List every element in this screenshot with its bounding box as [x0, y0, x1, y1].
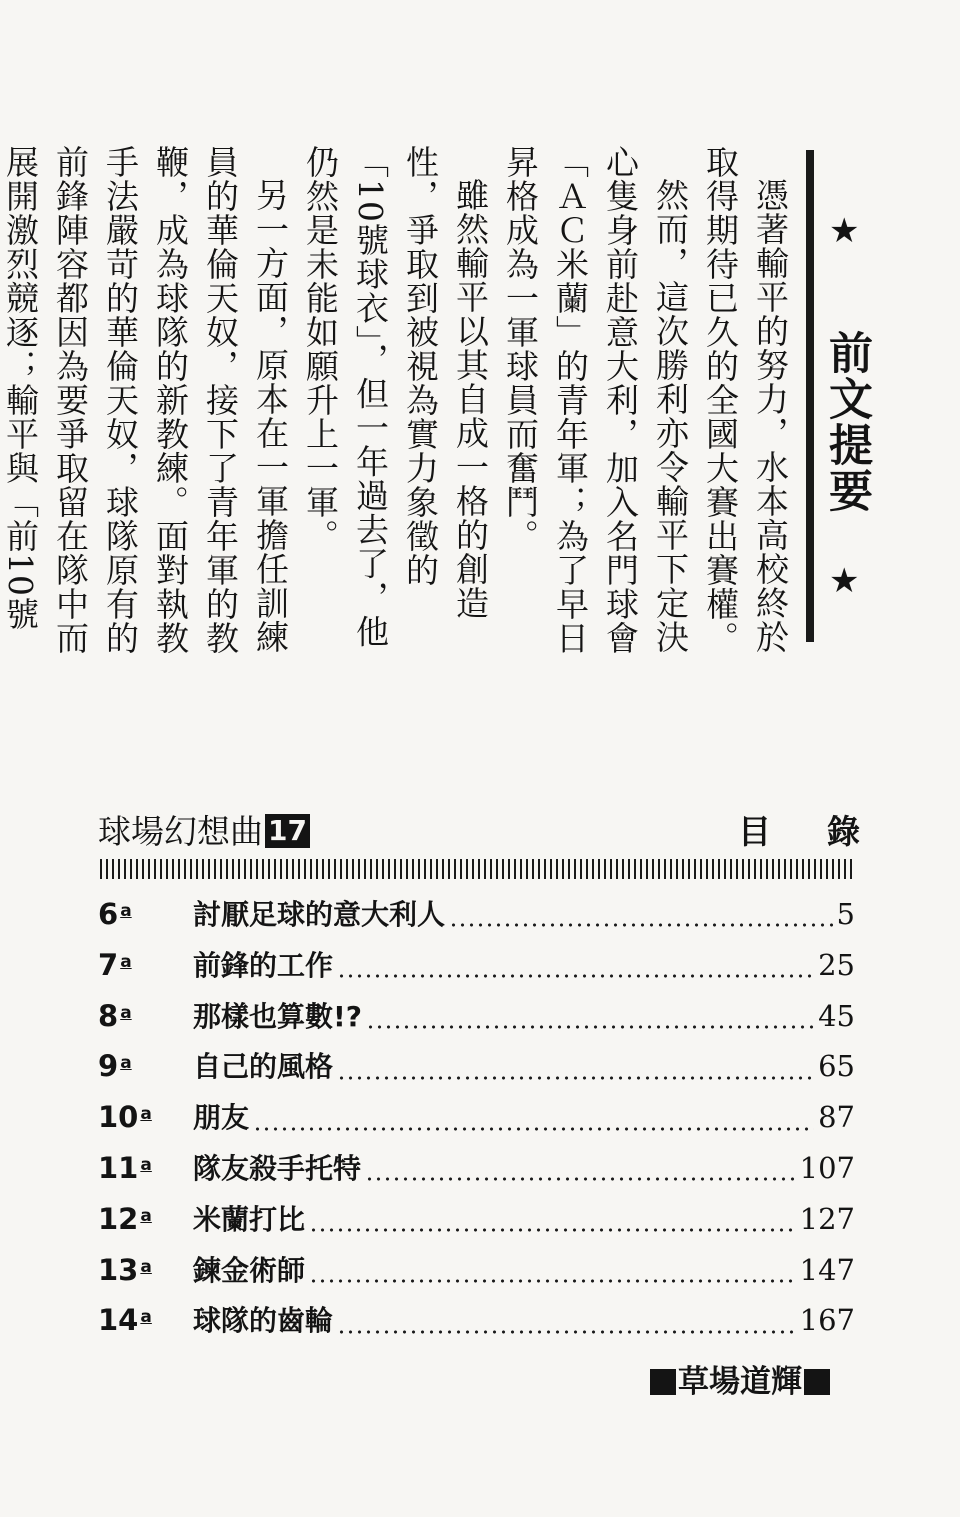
toc-entry[interactable] — [98, 995, 855, 1046]
chapter-mark: a — [140, 1154, 152, 1175]
toc-entry[interactable] — [98, 1299, 855, 1350]
chapter-title: 鍊金術師 — [193, 1253, 306, 1287]
contents-label: 目錄 — [738, 812, 916, 851]
synopsis-title-bar — [806, 150, 814, 642]
page-number: 65 — [818, 1049, 855, 1084]
chapter-mark: a — [140, 1104, 152, 1125]
chapter-number: 14 $^a$ — [98, 1303, 152, 1338]
chapter-number: 11 $^a$ — [98, 1150, 152, 1185]
chapter-mark: a — [120, 1002, 132, 1023]
dot-leader — [449, 923, 833, 927]
synopsis-paragraph: 雖然輸平以其自成一格的創造性，爭取到被視為實力象徵的「10號球衣」，但一年過去了，他仍然是未能如願升上一軍。 — [301, 145, 490, 649]
black-square-icon — [804, 1369, 830, 1395]
toc-entry[interactable] — [98, 1249, 855, 1300]
chapter-number: 12 $^a$ — [98, 1201, 152, 1236]
synopsis-title: 前文提要 — [821, 330, 872, 514]
table-of-contents — [98, 893, 855, 1350]
chapter-number: 8 $^a$ — [98, 998, 132, 1033]
page-number: 147 — [799, 1252, 855, 1287]
synopsis-body — [1, 145, 795, 655]
star-icon: ★ — [829, 211, 860, 251]
synopsis-section — [0, 0, 960, 660]
dot-leader — [337, 974, 814, 978]
toc-header — [98, 808, 916, 858]
page-number: 5 — [836, 897, 855, 931]
page-number: 25 — [818, 947, 855, 982]
dot-leader — [309, 1228, 796, 1232]
page-number: 45 — [818, 998, 855, 1033]
chapter-title: 球隊的齒輪 — [193, 1304, 334, 1338]
chapter-number: 6 $^a$ — [98, 897, 132, 931]
chapter-mark: a — [120, 1053, 132, 1074]
chapter-number: 7 $^a$ — [98, 947, 132, 982]
chapter-number: 13 $^a$ — [98, 1252, 152, 1287]
page-number: 87 — [818, 1100, 855, 1135]
chapter-title: 米蘭打比 — [193, 1202, 306, 1236]
dot-leader — [337, 1330, 796, 1334]
chapter-title: 那樣也算數!? — [193, 999, 363, 1033]
chapter-mark: a — [140, 1307, 152, 1328]
chapter-mark: a — [120, 951, 132, 972]
author-name: 草場道輝 — [678, 1364, 802, 1400]
author-credit — [648, 1362, 832, 1402]
book-title — [98, 808, 310, 856]
toc-entry[interactable] — [98, 1096, 855, 1147]
chapter-number: 9 $^a$ — [98, 1049, 132, 1084]
page-number: 107 — [799, 1150, 855, 1185]
dot-leader — [337, 1076, 814, 1080]
chapter-title: 自己的風格 — [193, 1050, 334, 1084]
chapter-number: 10 $^a$ — [98, 1100, 152, 1135]
toc-entry[interactable] — [98, 1045, 855, 1096]
toc-entry[interactable] — [98, 944, 855, 995]
chapter-title: 朋友 — [193, 1101, 250, 1135]
chapter-title: 討厭足球的意大利人 — [193, 898, 446, 931]
chapter-mark: a — [140, 1256, 152, 1277]
page-number: 167 — [799, 1303, 855, 1338]
dot-leader — [366, 1025, 814, 1029]
chapter-title: 前鋒的工作 — [193, 948, 334, 982]
page-number: 127 — [799, 1201, 855, 1236]
chapter-mark: a — [120, 901, 132, 921]
black-square-icon — [650, 1369, 676, 1395]
toc-entry[interactable] — [98, 1198, 855, 1249]
toc-entry[interactable] — [98, 893, 855, 944]
dot-leader — [309, 1279, 796, 1283]
synopsis-paragraph: 憑著輸平的努力，水本高校終於取得期待已久的全國大賽出賽權。 — [701, 145, 790, 655]
decorative-ruler — [100, 859, 856, 879]
volume-badge: 17 — [265, 814, 310, 848]
dot-leader — [253, 1127, 814, 1131]
chapter-title: 隊友殺手托特 — [193, 1151, 362, 1185]
toc-entry[interactable] — [98, 1147, 855, 1198]
chapter-mark: a — [140, 1205, 152, 1226]
synopsis-paragraph: 另一方面，原本在一軍擔任訓練員的華倫天奴，接下了青年軍的教鞭，成為球隊的新教練。面對執教手法嚴苛的華倫天奴，球隊原有的前鋒陣容都因為要爭取留在隊中而展開激烈競逐；輸平與「前10號 — [1, 145, 290, 655]
dot-leader — [365, 1177, 796, 1181]
star-icon: ★ — [829, 561, 860, 601]
book-title-text: 球場幻想曲 — [98, 812, 263, 851]
synopsis-paragraph: 然而，這次勝利亦令輸平下定決心隻身前赴意大利，加入名門球會「ＡＣ米蘭」的青年軍；為了早日昇格成為一軍球員而奮鬥。 — [501, 145, 690, 655]
